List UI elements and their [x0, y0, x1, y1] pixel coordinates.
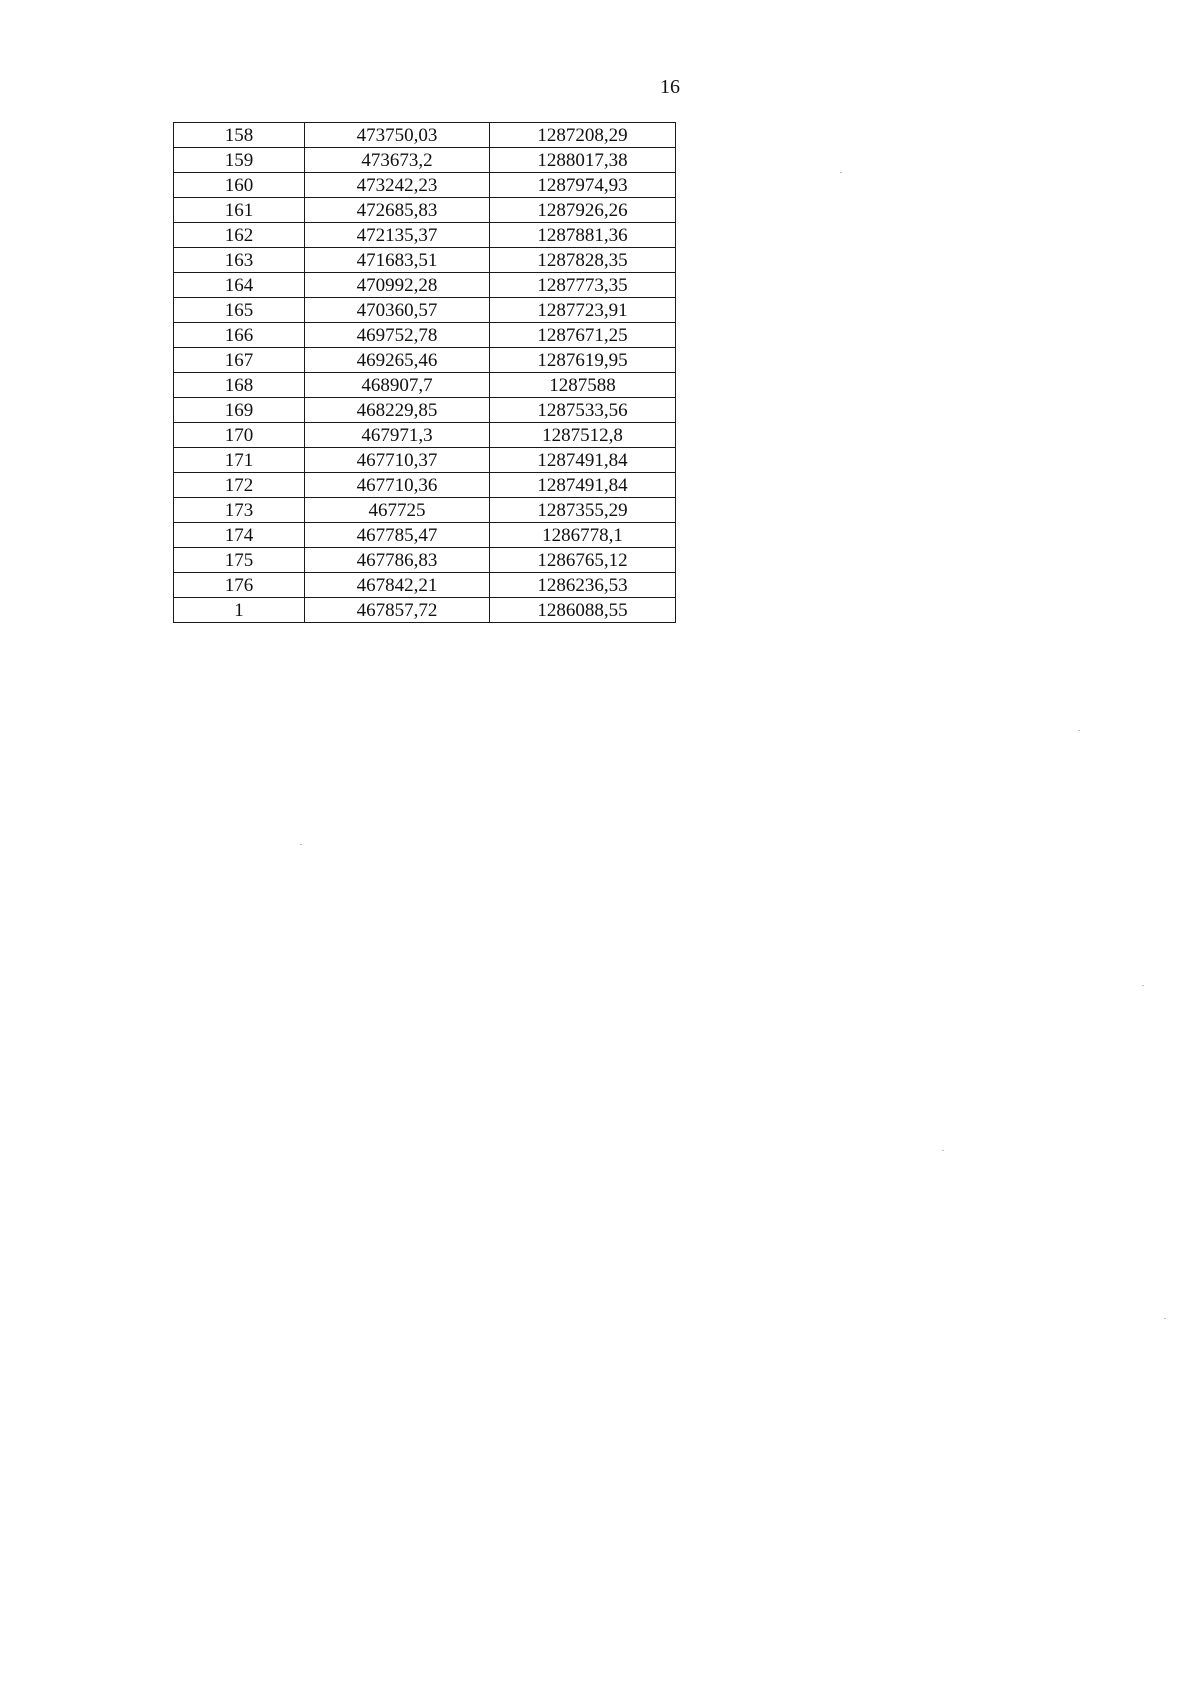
x-coordinate-cell: 469752,78 [305, 323, 490, 348]
table-row [174, 473, 676, 498]
point-number-cell: 164 [174, 273, 305, 298]
point-number-cell: 173 [174, 498, 305, 523]
point-number-cell: 175 [174, 548, 305, 573]
table-row [174, 198, 676, 223]
y-coordinate-cell: 1287723,91 [490, 298, 676, 323]
point-number-cell: 167 [174, 348, 305, 373]
table-row [174, 323, 676, 348]
x-coordinate-cell: 470360,57 [305, 298, 490, 323]
x-coordinate-cell: 473673,2 [305, 148, 490, 173]
point-number-cell: 168 [174, 373, 305, 398]
table-row [174, 423, 676, 448]
y-coordinate-cell: 1286778,1 [490, 523, 676, 548]
x-coordinate-cell: 469265,46 [305, 348, 490, 373]
point-number-cell: 169 [174, 398, 305, 423]
table-row [174, 123, 676, 148]
point-number-cell: 170 [174, 423, 305, 448]
x-coordinate-cell: 472685,83 [305, 198, 490, 223]
coordinates-table-body [174, 123, 676, 623]
x-coordinate-cell: 467710,36 [305, 473, 490, 498]
x-coordinate-cell: 467786,83 [305, 548, 490, 573]
point-number-cell: 158 [174, 123, 305, 148]
coordinates-table [173, 122, 676, 623]
table-row [174, 148, 676, 173]
table-row [174, 173, 676, 198]
x-coordinate-cell: 467971,3 [305, 423, 490, 448]
point-number-cell: 160 [174, 173, 305, 198]
point-number-cell: 166 [174, 323, 305, 348]
y-coordinate-cell: 1287491,84 [490, 473, 676, 498]
scan-speck [300, 844, 302, 845]
y-coordinate-cell: 1288017,38 [490, 148, 676, 173]
x-coordinate-cell: 467725 [305, 498, 490, 523]
scan-speck [1142, 985, 1144, 986]
x-coordinate-cell: 471683,51 [305, 248, 490, 273]
table-row [174, 548, 676, 573]
table-row [174, 598, 676, 623]
point-number-cell: 162 [174, 223, 305, 248]
y-coordinate-cell: 1287773,35 [490, 273, 676, 298]
point-number-cell: 174 [174, 523, 305, 548]
point-number-cell: 161 [174, 198, 305, 223]
x-coordinate-cell: 473242,23 [305, 173, 490, 198]
y-coordinate-cell: 1287974,93 [490, 173, 676, 198]
y-coordinate-cell: 1287208,29 [490, 123, 676, 148]
x-coordinate-cell: 467857,72 [305, 598, 490, 623]
y-coordinate-cell: 1287671,25 [490, 323, 676, 348]
x-coordinate-cell: 470992,28 [305, 273, 490, 298]
scan-speck [1164, 1318, 1166, 1319]
point-number-cell: 1 [174, 598, 305, 623]
point-number-cell: 176 [174, 573, 305, 598]
table-row [174, 498, 676, 523]
y-coordinate-cell: 1287533,56 [490, 398, 676, 423]
point-number-cell: 172 [174, 473, 305, 498]
y-coordinate-cell: 1287512,8 [490, 423, 676, 448]
y-coordinate-cell: 1286088,55 [490, 598, 676, 623]
y-coordinate-cell: 1287491,84 [490, 448, 676, 473]
y-coordinate-cell: 1287881,36 [490, 223, 676, 248]
point-number-cell: 165 [174, 298, 305, 323]
page-number: 16 [660, 76, 680, 98]
table-row [174, 273, 676, 298]
x-coordinate-cell: 468229,85 [305, 398, 490, 423]
table-row [174, 573, 676, 598]
scan-speck [840, 172, 842, 173]
table-row [174, 448, 676, 473]
scan-speck [942, 1150, 944, 1151]
y-coordinate-cell: 1287355,29 [490, 498, 676, 523]
y-coordinate-cell: 1287828,35 [490, 248, 676, 273]
x-coordinate-cell: 473750,03 [305, 123, 490, 148]
point-number-cell: 163 [174, 248, 305, 273]
table-row [174, 298, 676, 323]
table-row [174, 223, 676, 248]
point-number-cell: 159 [174, 148, 305, 173]
table-row [174, 373, 676, 398]
scan-speck [1078, 730, 1080, 731]
x-coordinate-cell: 467842,21 [305, 573, 490, 598]
table-row [174, 398, 676, 423]
y-coordinate-cell: 1287588 [490, 373, 676, 398]
x-coordinate-cell: 472135,37 [305, 223, 490, 248]
y-coordinate-cell: 1287926,26 [490, 198, 676, 223]
table-row [174, 523, 676, 548]
y-coordinate-cell: 1287619,95 [490, 348, 676, 373]
table-row [174, 248, 676, 273]
table-row [174, 348, 676, 373]
point-number-cell: 171 [174, 448, 305, 473]
y-coordinate-cell: 1286765,12 [490, 548, 676, 573]
y-coordinate-cell: 1286236,53 [490, 573, 676, 598]
x-coordinate-cell: 468907,7 [305, 373, 490, 398]
x-coordinate-cell: 467785,47 [305, 523, 490, 548]
x-coordinate-cell: 467710,37 [305, 448, 490, 473]
